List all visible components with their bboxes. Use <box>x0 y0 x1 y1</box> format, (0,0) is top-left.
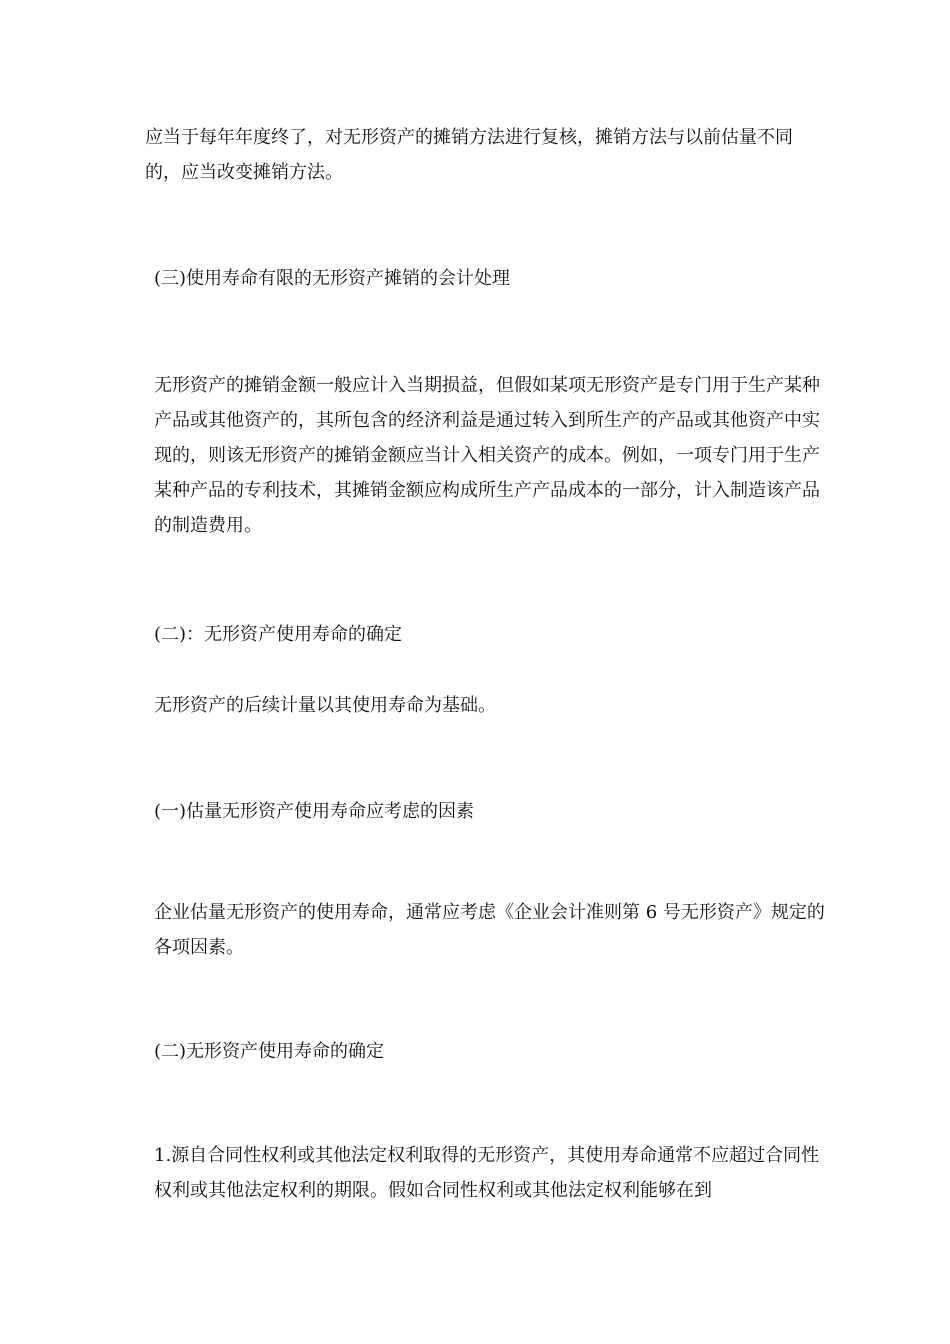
paragraph-text: 应当于每年年度终了，对无形资产的摊销方法进行复核，摊销方法与以前估量不同的，应当改变摊销方法。 <box>145 127 793 183</box>
paragraph-amortization-review <box>145 120 817 190</box>
heading-text: (一)估量无形资产使用寿命应考虑的因素 <box>154 801 475 822</box>
paragraph-subsequent-measurement <box>145 688 826 723</box>
section-heading-useful-life-determination <box>145 617 826 652</box>
paragraph-contractual-rights <box>145 1138 826 1208</box>
paragraph-text: 1.源自合同性权利或其他法定权利取得的无形资产，其使用寿命通常不应超过合同性权利或其他法定权利的期限。假如合同性权利或其他法定权利能够在到 <box>154 1145 820 1201</box>
section-heading-estimation-factors <box>145 794 826 829</box>
heading-text: (三)使用寿命有限的无形资产摊销的会计处理 <box>154 268 511 289</box>
paragraph-text: 无形资产的后续计量以其使用寿命为基础。 <box>154 695 496 716</box>
section-heading-useful-life-confirm <box>145 1034 826 1069</box>
paragraph-amortization-amount <box>145 368 826 543</box>
heading-text: (二)无形资产使用寿命的确定 <box>154 1041 385 1062</box>
paragraph-estimation-considerations <box>145 895 826 965</box>
heading-text: (二)：无形资产使用寿命的确定 <box>154 624 403 645</box>
paragraph-text: 无形资产的摊销金额一般应计入当期损益，但假如某项无形资产是专门用于生产某种产品或其他资产的，其所包含的经济利益是通过转入到所生产的产品或其他资产中实现的，则该无形资产的摊销金额应当计入相关资产的成本。例如，一项专门用于生产某种产品的专利技术，其摊销金额应构成所生产产品成本的一部分，计入制造该产品的制造费用。 <box>154 375 820 536</box>
paragraph-text: 企业估量无形资产的使用寿命，通常应考虑《企业会计准则第 6 号无形资产》规定的各项因素。 <box>154 902 825 958</box>
section-heading-amortization-accounting <box>145 261 826 296</box>
